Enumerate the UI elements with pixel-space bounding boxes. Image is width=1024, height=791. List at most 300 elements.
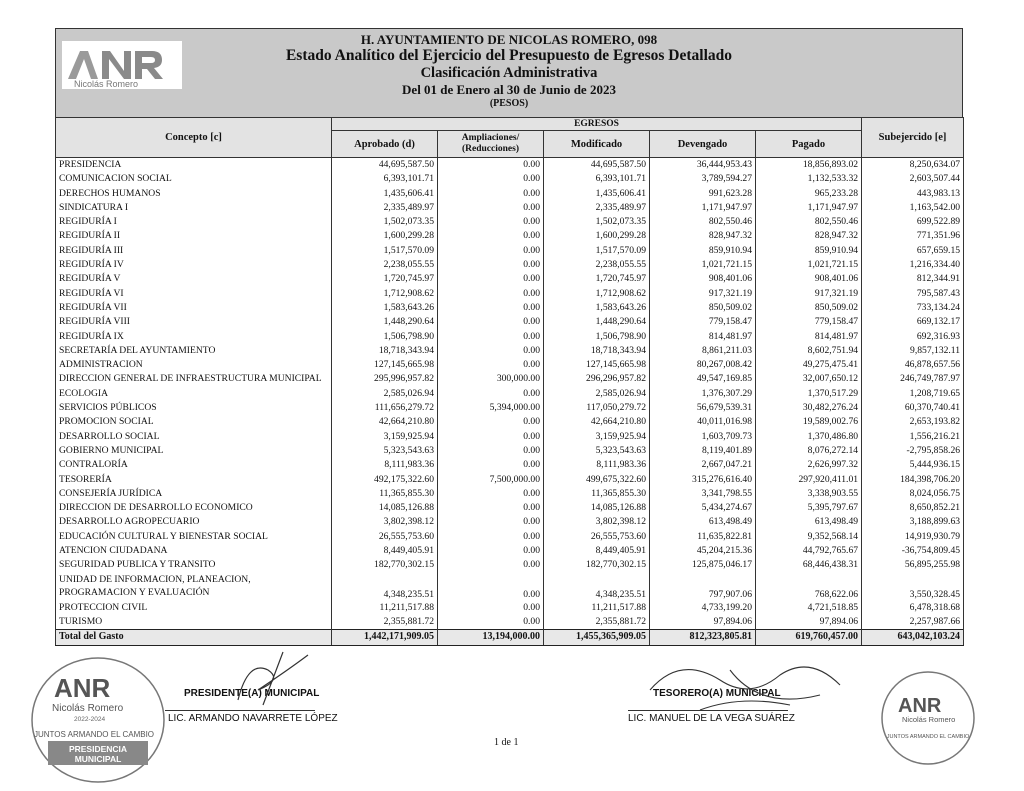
cell-approved: 5,323,543.63 [332, 444, 438, 458]
cell-paid: 4,721,518.85 [756, 601, 862, 615]
report-period: Del 01 de Enero al 30 de Junio de 2023 [402, 82, 616, 97]
cell-ampl: 5,394,000.00 [438, 401, 544, 415]
cell-sub: 6,478,318.68 [862, 601, 964, 615]
cell-sub: 3,550,328.45 [862, 573, 964, 601]
cell-accrued: 850,509.02 [650, 301, 756, 315]
total-paid: 619,760,457.00 [756, 630, 862, 645]
cell-accrued: 797,907.06 [650, 573, 756, 601]
table-row [56, 301, 964, 315]
report-sheet [55, 28, 963, 646]
cell-sub: 9,857,132.11 [862, 344, 964, 358]
cell-concept: REGIDURÍA VIII [56, 315, 332, 329]
left-seal-sub: Nicolás Romero [52, 703, 124, 714]
right-seal-logo: ANR [898, 695, 942, 717]
cell-approved: 6,393,101.71 [332, 172, 438, 186]
cell-paid: 5,395,797.67 [756, 501, 862, 515]
cell-concept: SECRETARÍA DEL AYUNTAMIENTO [56, 344, 332, 358]
cell-concept: UNIDAD DE INFORMACION, PLANEACION, PROGRAMACION Y EVALUACIÓN [56, 573, 332, 601]
left-seal-office: PRESIDENCIA [68, 744, 128, 754]
cell-concept: SEGURIDAD PUBLICA Y TRANSITO [56, 558, 332, 572]
cell-concept: REGIDURÍA III [56, 244, 332, 258]
cell-concept: SERVICIOS PÚBLICOS [56, 401, 332, 415]
cell-concept: TESORERÍA [56, 473, 332, 487]
cell-sub: 5,444,936.15 [862, 458, 964, 472]
table-row [56, 615, 964, 630]
cell-modified: 2,585,026.94 [544, 387, 650, 401]
cell-approved: 127,145,665.98 [332, 358, 438, 372]
cell-modified: 11,365,855.30 [544, 487, 650, 501]
table-row [56, 187, 964, 201]
cell-concept: REGIDURÍA I [56, 215, 332, 229]
cell-accrued: 8,861,211.03 [650, 344, 756, 358]
cell-approved: 295,996,957.82 [332, 372, 438, 386]
cell-paid: 49,275,475.41 [756, 358, 862, 372]
cell-modified: 1,448,290.64 [544, 315, 650, 329]
cell-modified: 44,695,587.50 [544, 158, 650, 173]
cell-ampl: 0.00 [438, 358, 544, 372]
table-body [56, 158, 964, 646]
cell-approved: 111,656,279.72 [332, 401, 438, 415]
cell-concept: DIRECCION GENERAL DE INFRAESTRUCTURA MUNICIPAL [56, 372, 332, 386]
col-group-egresos: EGRESOS [332, 118, 862, 131]
report-classification: Clasificación Administrativa [420, 65, 598, 81]
cell-ampl: 0.00 [438, 487, 544, 501]
cell-ampl: 0.00 [438, 330, 544, 344]
cell-ampl: 0.00 [438, 530, 544, 544]
cell-paid: 917,321.19 [756, 287, 862, 301]
cell-ampl: 0.00 [438, 501, 544, 515]
cell-accrued: 1,021,721.15 [650, 258, 756, 272]
cell-approved: 42,664,210.80 [332, 415, 438, 429]
cell-modified: 2,335,489.97 [544, 201, 650, 215]
report-currency: (PESOS) [489, 98, 529, 109]
cell-accrued: 908,401.06 [650, 272, 756, 286]
table-row [56, 515, 964, 529]
cell-ampl: 0.00 [438, 344, 544, 358]
cell-approved: 18,718,343.94 [332, 344, 438, 358]
table-row [56, 487, 964, 501]
cell-accrued: 828,947.32 [650, 229, 756, 243]
cell-ampl: 0.00 [438, 558, 544, 572]
cell-paid: 908,401.06 [756, 272, 862, 286]
cell-ampl: 300,000.00 [438, 372, 544, 386]
cell-sub: 1,556,216.21 [862, 430, 964, 444]
cell-accrued: 11,635,822.81 [650, 530, 756, 544]
cell-approved: 8,449,405.91 [332, 544, 438, 558]
cell-modified: 499,675,322.60 [544, 473, 650, 487]
cell-accrued: 3,789,594.27 [650, 172, 756, 186]
cell-sub: 692,316.93 [862, 330, 964, 344]
treasurer-name: LIC. MANUEL DE LA VEGA SUÁREZ [628, 713, 795, 724]
cell-concept: ATENCION CIUDADANA [56, 544, 332, 558]
cell-paid: 1,370,517.29 [756, 387, 862, 401]
cell-approved: 3,159,925.94 [332, 430, 438, 444]
col-amplifications: Ampliaciones/ (Reducciones) [438, 131, 544, 158]
cell-ampl: 0.00 [438, 544, 544, 558]
cell-accrued: 5,434,274.67 [650, 501, 756, 515]
cell-approved: 492,175,322.60 [332, 473, 438, 487]
cell-approved: 1,712,908.62 [332, 287, 438, 301]
cell-ampl: 0.00 [438, 315, 544, 329]
cell-approved: 26,555,753.60 [332, 530, 438, 544]
cell-paid: 1,370,486.80 [756, 430, 862, 444]
cell-modified: 1,712,908.62 [544, 287, 650, 301]
cell-ampl: 0.00 [438, 158, 544, 173]
table-row [56, 201, 964, 215]
cell-paid: 30,482,276.24 [756, 401, 862, 415]
cell-accrued: 859,910.94 [650, 244, 756, 258]
cell-ampl: 0.00 [438, 201, 544, 215]
cell-ampl: 0.00 [438, 272, 544, 286]
cell-concept: GOBIERNO MUNICIPAL [56, 444, 332, 458]
cell-sub: 8,024,056.75 [862, 487, 964, 501]
cell-modified: 3,159,925.94 [544, 430, 650, 444]
cell-modified: 6,393,101.71 [544, 172, 650, 186]
cell-accrued: 40,011,016.98 [650, 415, 756, 429]
cell-paid: 1,171,947.97 [756, 201, 862, 215]
cell-paid: 97,894.06 [756, 615, 862, 630]
cell-ampl: 0.00 [438, 458, 544, 472]
cell-sub: 3,188,899.63 [862, 515, 964, 529]
cell-concept: REGIDURÍA IV [56, 258, 332, 272]
cell-ampl: 0.00 [438, 172, 544, 186]
table-row [56, 558, 964, 572]
cell-paid: 802,550.46 [756, 215, 862, 229]
cell-accrued: 1,171,947.97 [650, 201, 756, 215]
president-signature-icon [228, 650, 318, 710]
cell-approved: 1,583,643.26 [332, 301, 438, 315]
cell-accrued: 1,376,307.29 [650, 387, 756, 401]
table-row [56, 315, 964, 329]
cell-approved: 11,365,855.30 [332, 487, 438, 501]
col-paid: Pagado [756, 131, 862, 158]
cell-ampl: 0.00 [438, 301, 544, 315]
cell-modified: 1,435,606.41 [544, 187, 650, 201]
cell-sub: 2,603,507.44 [862, 172, 964, 186]
cell-sub: 2,257,987.66 [862, 615, 964, 630]
cell-paid: 3,338,903.55 [756, 487, 862, 501]
cell-ampl: 0.00 [438, 515, 544, 529]
cell-sub: 795,587.43 [862, 287, 964, 301]
table-row [56, 415, 964, 429]
cell-paid: 2,626,997.32 [756, 458, 862, 472]
cell-accrued: 991,623.28 [650, 187, 756, 201]
cell-concept: CONSEJERÍA JURÍDICA [56, 487, 332, 501]
logo-subtitle: Nicolás Romero [74, 79, 139, 89]
cell-approved: 1,720,745.97 [332, 272, 438, 286]
cell-sub: 699,522.89 [862, 215, 964, 229]
table-row [56, 544, 964, 558]
cell-sub: 1,208,719.65 [862, 387, 964, 401]
cell-approved: 3,802,398.12 [332, 515, 438, 529]
cell-ampl: 0.00 [438, 287, 544, 301]
cell-paid: 18,856,893.02 [756, 158, 862, 173]
total-sub: 643,042,103.24 [862, 630, 964, 645]
col-modified: Modificado [544, 131, 650, 158]
cell-modified: 117,050,279.72 [544, 401, 650, 415]
table-row [56, 344, 964, 358]
cell-ampl: 0.00 [438, 244, 544, 258]
cell-paid: 768,622.06 [756, 573, 862, 601]
cell-approved: 44,695,587.50 [332, 158, 438, 173]
cell-modified: 26,555,753.60 [544, 530, 650, 544]
cell-approved: 1,502,073.35 [332, 215, 438, 229]
cell-accrued: 802,550.46 [650, 215, 756, 229]
cell-approved: 1,448,290.64 [332, 315, 438, 329]
cell-ampl: 0.00 [438, 601, 544, 615]
cell-accrued: 814,481.97 [650, 330, 756, 344]
cell-approved: 4,348,235.51 [332, 573, 438, 601]
cell-approved: 2,355,881.72 [332, 615, 438, 630]
cell-sub: 812,344.91 [862, 272, 964, 286]
col-underexercised: Subejercido [e] [862, 118, 964, 158]
cell-approved: 1,506,798.90 [332, 330, 438, 344]
cell-paid: 8,076,272.14 [756, 444, 862, 458]
cell-sub: 1,163,542.00 [862, 201, 964, 215]
table-row [56, 430, 964, 444]
cell-accrued: 45,204,215.36 [650, 544, 756, 558]
table-row [56, 458, 964, 472]
cell-approved: 1,517,570.09 [332, 244, 438, 258]
cell-paid: 613,498.49 [756, 515, 862, 529]
cell-sub: 733,134.24 [862, 301, 964, 315]
cell-ampl: 0.00 [438, 258, 544, 272]
entity-name: H. AYUNTAMIENTO DE NICOLAS ROMERO, 098 [360, 32, 658, 47]
table-row [56, 530, 964, 544]
cell-paid: 779,158.47 [756, 315, 862, 329]
cell-concept: SINDICATURA I [56, 201, 332, 215]
cell-paid: 297,920,411.01 [756, 473, 862, 487]
cell-modified: 1,502,073.35 [544, 215, 650, 229]
cell-concept: ECOLOGIA [56, 387, 332, 401]
cell-modified: 8,111,983.36 [544, 458, 650, 472]
cell-modified: 1,720,745.97 [544, 272, 650, 286]
president-role: PRESIDENTE(A) MUNICIPAL [184, 688, 320, 699]
cell-modified: 3,802,398.12 [544, 515, 650, 529]
right-seal-motto: JUNTOS ARMANDO EL CAMBIO [886, 734, 970, 740]
cell-paid: 9,352,568.14 [756, 530, 862, 544]
col-accrued: Devengado [650, 131, 756, 158]
table-row [56, 287, 964, 301]
cell-paid: 19,589,002.76 [756, 415, 862, 429]
cell-sub: 669,132.17 [862, 315, 964, 329]
cell-concept: CONTRALORÍA [56, 458, 332, 472]
cell-paid: 1,021,721.15 [756, 258, 862, 272]
left-seal-logo: ANR [54, 673, 111, 703]
cell-modified: 1,517,570.09 [544, 244, 650, 258]
table-row [56, 473, 964, 487]
cell-accrued: 613,498.49 [650, 515, 756, 529]
cell-modified: 127,145,665.98 [544, 358, 650, 372]
municipality-logo [62, 41, 182, 89]
cell-concept: COMUNICACION SOCIAL [56, 172, 332, 186]
table-row [56, 244, 964, 258]
cell-approved: 2,585,026.94 [332, 387, 438, 401]
cell-sub: 56,895,255.98 [862, 558, 964, 572]
cell-modified: 5,323,543.63 [544, 444, 650, 458]
total-row [56, 630, 964, 645]
cell-modified: 1,583,643.26 [544, 301, 650, 315]
total-ampl: 13,194,000.00 [438, 630, 544, 645]
cell-accrued: 315,276,616.40 [650, 473, 756, 487]
expenditure-table [55, 117, 964, 646]
cell-sub: 246,749,787.97 [862, 372, 964, 386]
cell-modified: 4,348,235.51 [544, 573, 650, 601]
cell-modified: 296,296,957.82 [544, 372, 650, 386]
table-row [56, 372, 964, 386]
cell-accrued: 49,547,169.85 [650, 372, 756, 386]
cell-approved: 14,085,126.88 [332, 501, 438, 515]
cell-paid: 68,446,438.31 [756, 558, 862, 572]
cell-concept: REGIDURÍA IX [56, 330, 332, 344]
left-seal-motto: JUNTOS ARMANDO EL CAMBIO [34, 730, 155, 739]
cell-concept: DESARROLLO SOCIAL [56, 430, 332, 444]
table-row [56, 158, 964, 173]
cell-sub: 2,653,193.82 [862, 415, 964, 429]
cell-concept: DIRECCION DE DESARROLLO ECONOMICO [56, 501, 332, 515]
cell-accrued: 8,119,401.89 [650, 444, 756, 458]
table-row [56, 272, 964, 286]
cell-ampl: 0.00 [438, 387, 544, 401]
cell-sub: -36,754,809.45 [862, 544, 964, 558]
cell-approved: 2,238,055.55 [332, 258, 438, 272]
cell-accrued: 80,267,008.42 [650, 358, 756, 372]
table-row [56, 601, 964, 615]
cell-accrued: 56,679,539.31 [650, 401, 756, 415]
left-seal-years: 2022-2024 [74, 716, 106, 723]
cell-ampl: 0.00 [438, 444, 544, 458]
cell-accrued: 779,158.47 [650, 315, 756, 329]
cell-modified: 182,770,302.15 [544, 558, 650, 572]
cell-ampl: 0.00 [438, 573, 544, 601]
cell-paid: 814,481.97 [756, 330, 862, 344]
cell-ampl: 7,500,000.00 [438, 473, 544, 487]
cell-paid: 1,132,533.32 [756, 172, 862, 186]
total-modified: 1,455,365,909.05 [544, 630, 650, 645]
president-name: LIC. ARMANDO NAVARRETE LÓPEZ [168, 713, 338, 724]
table-row [56, 330, 964, 344]
cell-paid: 965,233.28 [756, 187, 862, 201]
cell-concept: PROMOCION SOCIAL [56, 415, 332, 429]
cell-ampl: 0.00 [438, 215, 544, 229]
treasurer-signature-line [628, 710, 788, 711]
cell-concept: PROTECCION CIVIL [56, 601, 332, 615]
page-number: 1 de 1 [494, 737, 519, 748]
cell-sub: 771,351.96 [862, 229, 964, 243]
cell-sub: 60,370,740.41 [862, 401, 964, 415]
cell-modified: 2,355,881.72 [544, 615, 650, 630]
cell-concept: REGIDURÍA VII [56, 301, 332, 315]
cell-sub: 657,659.15 [862, 244, 964, 258]
cell-sub: -2,795,858.26 [862, 444, 964, 458]
president-signature-line [165, 710, 315, 711]
cell-concept: REGIDURÍA VI [56, 287, 332, 301]
right-seal-sub: Nicolás Romero [902, 715, 956, 724]
total-approved: 1,442,171,909.05 [332, 630, 438, 645]
table-row [56, 258, 964, 272]
cell-ampl: 0.00 [438, 229, 544, 243]
total-accrued: 812,323,805.81 [650, 630, 756, 645]
cell-approved: 1,435,606.41 [332, 187, 438, 201]
cell-paid: 8,602,751.94 [756, 344, 862, 358]
cell-sub: 46,878,657.56 [862, 358, 964, 372]
cell-sub: 443,983.13 [862, 187, 964, 201]
cell-paid: 44,792,765.67 [756, 544, 862, 558]
cell-accrued: 1,603,709.73 [650, 430, 756, 444]
cell-modified: 18,718,343.94 [544, 344, 650, 358]
cell-ampl: 0.00 [438, 430, 544, 444]
cell-approved: 1,600,299.28 [332, 229, 438, 243]
table-row [56, 401, 964, 415]
report-header [55, 28, 963, 117]
cell-approved: 2,335,489.97 [332, 201, 438, 215]
cell-accrued: 97,894.06 [650, 615, 756, 630]
cell-concept: EDUCACIÓN CULTURAL Y BIENESTAR SOCIAL [56, 530, 332, 544]
cell-approved: 11,211,517.88 [332, 601, 438, 615]
cell-modified: 42,664,210.80 [544, 415, 650, 429]
cell-concept: PRESIDENCIA [56, 158, 332, 173]
table-row [56, 358, 964, 372]
cell-sub: 1,216,334.40 [862, 258, 964, 272]
cell-ampl: 0.00 [438, 615, 544, 630]
cell-paid: 32,007,650.12 [756, 372, 862, 386]
presidency-seal [28, 655, 168, 785]
cell-modified: 1,506,798.90 [544, 330, 650, 344]
cell-paid: 828,947.32 [756, 229, 862, 243]
cell-concept: TURISMO [56, 615, 332, 630]
cell-modified: 14,085,126.88 [544, 501, 650, 515]
cell-ampl: 0.00 [438, 187, 544, 201]
col-concept: Concepto [c] [56, 118, 332, 158]
cell-modified: 11,211,517.88 [544, 601, 650, 615]
table-row [56, 573, 964, 601]
cell-concept: DERECHOS HUMANOS [56, 187, 332, 201]
cell-sub: 14,919,930.79 [862, 530, 964, 544]
cell-approved: 8,111,983.36 [332, 458, 438, 472]
cell-concept: DESARROLLO AGROPECUARIO [56, 515, 332, 529]
cell-concept: ADMINISTRACION [56, 358, 332, 372]
cell-sub: 184,398,706.20 [862, 473, 964, 487]
cell-accrued: 125,875,046.17 [650, 558, 756, 572]
cell-concept: REGIDURÍA V [56, 272, 332, 286]
cell-modified: 8,449,405.91 [544, 544, 650, 558]
treasurer-role: TESORERO(A) MUNICIPAL [653, 688, 781, 699]
cell-paid: 850,509.02 [756, 301, 862, 315]
cell-modified: 1,600,299.28 [544, 229, 650, 243]
table-row [56, 444, 964, 458]
treasury-seal [878, 668, 978, 768]
total-concept: Total del Gasto [56, 630, 332, 645]
table-row [56, 501, 964, 515]
left-seal-office-2: MUNICIPAL [74, 754, 122, 764]
col-approved: Aprobado (d) [332, 131, 438, 158]
cell-concept: REGIDURÍA II [56, 229, 332, 243]
report-title: Estado Analítico del Ejercicio del Presupuesto de Egresos Detallado [285, 47, 733, 64]
cell-sub: 8,650,852.21 [862, 501, 964, 515]
table-row [56, 215, 964, 229]
cell-accrued: 3,341,798.55 [650, 487, 756, 501]
cell-accrued: 917,321.19 [650, 287, 756, 301]
cell-paid: 859,910.94 [756, 244, 862, 258]
cell-accrued: 36,444,953.43 [650, 158, 756, 173]
cell-modified: 2,238,055.55 [544, 258, 650, 272]
cell-accrued: 4,733,199.20 [650, 601, 756, 615]
cell-sub: 8,250,634.07 [862, 158, 964, 173]
table-row [56, 229, 964, 243]
cell-accrued: 2,667,047.21 [650, 458, 756, 472]
table-row [56, 387, 964, 401]
cell-approved: 182,770,302.15 [332, 558, 438, 572]
